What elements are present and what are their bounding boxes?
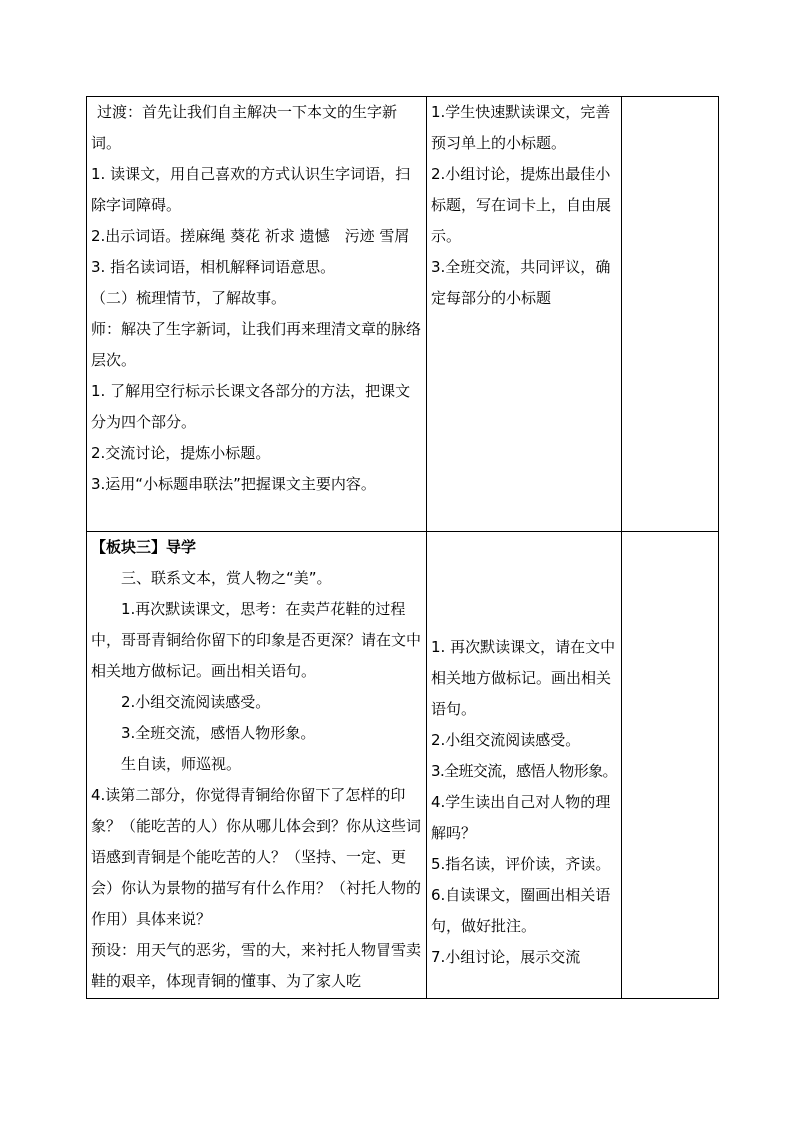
student-activity-cell	[427, 532, 622, 999]
paragraph: （二）梳理情节，了解故事。	[91, 289, 287, 307]
paragraph: 预设：用天气的恶劣，雪的大，来衬托人物冒雪卖鞋的艰辛，体现青铜的懂事、为了家人吃	[91, 941, 422, 990]
paragraph: 5.指名读，评价读，齐读。	[431, 855, 611, 873]
paragraph: 3.全班交流，感悟人物形象。	[431, 762, 617, 780]
table-row	[87, 97, 719, 532]
paragraph: 3. 指名读词语，相机解释词语意思。	[91, 258, 336, 276]
paragraph: 7.小组讨论，展示交流	[431, 948, 581, 966]
paragraph: 3.全班交流，感悟人物形象。	[121, 724, 316, 742]
paragraph: 6.自读课文，圈画出相关语句，做好批注。	[431, 886, 611, 935]
paragraph: 3.全班交流，共同评议，确定每部分的小标题	[431, 258, 611, 307]
paragraph: 1. 再次默读课文，请在文中相关地方做标记。画出相关语句。	[431, 638, 616, 718]
paragraph: 4.学生读出自己对人物的理解吗？	[431, 793, 611, 842]
notes-cell	[622, 97, 719, 532]
paragraph: 三、联系文本，赏人物之“美”。	[121, 569, 332, 587]
paragraph: 1. 读课文，用自己喜欢的方式认识生字词语，扫除字词障碍。	[91, 165, 411, 214]
paragraph: 2.交流讨论，提炼小标题。	[91, 444, 271, 462]
table-row	[87, 532, 719, 999]
paragraph: 1.学生快速默读课文，完善预习单上的小标题。	[431, 103, 611, 152]
paragraph: 过渡：首先让我们自主解决一下本文的生字新词。	[91, 103, 398, 152]
paragraph: 4.读第二部分，你觉得青铜给你留下了怎样的印象？（能吃苦的人）你从哪儿体会到？你从这些词语感到青铜是个能吃苦的人？（坚持、一定、更会）你认为景物的描写有什么作用？（衬托人物的作用）具体来说？	[91, 786, 422, 928]
student-activity-cell	[427, 97, 622, 532]
paragraph: 3.运用“小标题串联法”把握课文主要内容。	[91, 475, 376, 493]
teacher-activity-cell	[87, 97, 427, 532]
paragraph: 2.出示词语。搓麻绳 葵花 祈求 遗憾 污迹 雪屑	[91, 227, 410, 245]
spacer	[431, 532, 617, 632]
paragraph: 2.小组讨论，提炼出最佳小标题，写在词卡上，自由展示。	[431, 165, 612, 245]
paragraph: 1.再次默读课文，思考：在卖芦花鞋的过程中，哥哥青铜给你留下的印象是否更深？请在文中相关地方做标记。画出相关语句。	[91, 600, 422, 680]
paragraph: 生自读，师巡视。	[121, 755, 242, 773]
lesson-plan-table	[86, 96, 719, 999]
notes-cell	[622, 532, 719, 999]
paragraph: 2.小组交流阅读感受。	[431, 731, 581, 749]
paragraph: 1. 了解用空行标示长课文各部分的方法，把课文分为四个部分。	[91, 382, 411, 431]
teacher-activity-cell	[87, 532, 427, 999]
paragraph: 2.小组交流阅读感受。	[121, 693, 271, 711]
section-heading: 【板块三】导学	[91, 538, 197, 556]
paragraph: 师：解决了生字新词，让我们再来理清文章的脉络层次。	[91, 320, 422, 369]
